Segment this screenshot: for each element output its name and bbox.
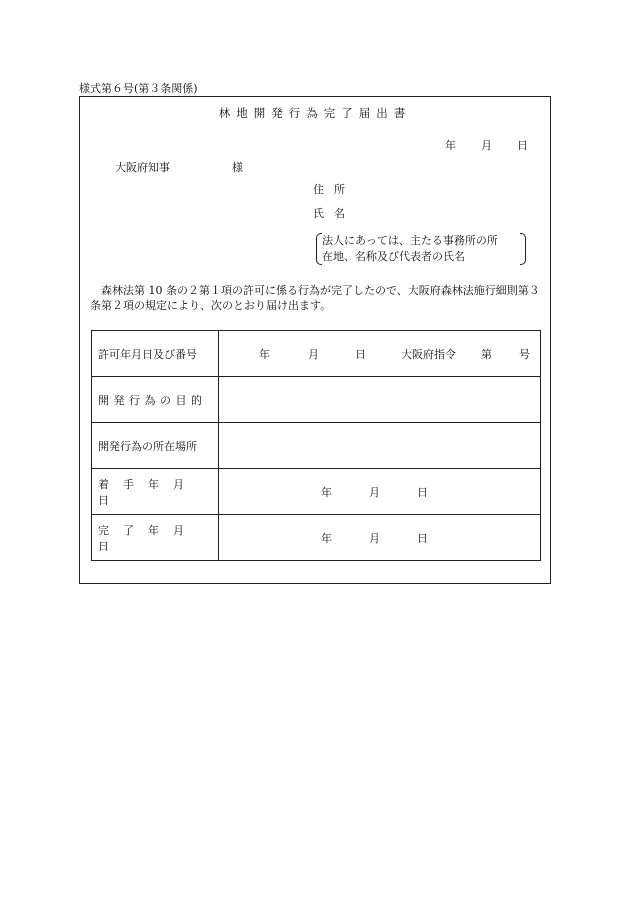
table-row-location [92, 423, 541, 469]
completion-label [92, 515, 219, 561]
permit-dai: 第 [481, 347, 492, 361]
table-row-purpose [92, 377, 541, 423]
completion-label-text: 完了年月日 [98, 523, 198, 553]
location-label [92, 423, 219, 469]
addressee-name: 大阪府知事 [115, 161, 170, 174]
permit-label-text: 許可年月日及び番号 [98, 347, 197, 361]
permit-directive: 大阪府指令 [401, 347, 456, 361]
permit-day: 日 [355, 347, 366, 361]
declaration-text: 森林法第 10 条の２第１項の許可に係る行為が完了したので、大阪府森林法施行細則第３条第２項の規定により、次のとおり届け出ます。 [90, 284, 540, 312]
completion-day: 日 [417, 531, 428, 545]
document-title: 林地開発行為完了届出書 [218, 106, 412, 120]
name-label: 氏名 [313, 207, 355, 220]
date-day: 日 [517, 139, 528, 152]
applicant-address [313, 181, 355, 197]
form-number: 様式第６号(第３条関係) [79, 82, 198, 95]
completion-month: 月 [369, 531, 380, 545]
start-label-text: 着手年月日 [98, 477, 198, 507]
table-row-start [92, 469, 541, 515]
submission-date [420, 137, 528, 153]
corporation-note [316, 233, 526, 265]
purpose-label-text: 開発行為の目的 [98, 393, 207, 407]
start-value[interactable] [219, 469, 541, 515]
permit-value[interactable] [219, 331, 541, 377]
table-row-permit [92, 331, 541, 377]
date-year: 年 [445, 139, 456, 152]
permit-label [92, 331, 219, 377]
table-row-completion [92, 515, 541, 561]
corporation-note-line1: 法人にあっては、主たる事務所の所 [322, 234, 498, 247]
start-month: 月 [369, 485, 380, 499]
location-label-text: 開発行為の所在場所 [98, 439, 197, 453]
permit-year: 年 [259, 347, 270, 361]
location-value[interactable] [219, 423, 541, 469]
form-frame [79, 96, 551, 584]
start-day: 日 [417, 485, 428, 499]
corporation-note-line2: 在地、名称及び代表者の氏名 [322, 250, 465, 263]
date-month: 月 [481, 139, 492, 152]
addressee-suffix: 様 [232, 161, 243, 174]
permit-go: 号 [519, 347, 530, 361]
start-year: 年 [321, 485, 332, 499]
start-label [92, 469, 219, 515]
completion-value[interactable] [219, 515, 541, 561]
purpose-label [92, 377, 219, 423]
applicant-name [313, 205, 355, 221]
completion-year: 年 [321, 531, 332, 545]
details-table [91, 330, 541, 561]
address-label: 住所 [313, 183, 355, 196]
permit-month: 月 [308, 347, 319, 361]
purpose-value[interactable] [219, 377, 541, 423]
